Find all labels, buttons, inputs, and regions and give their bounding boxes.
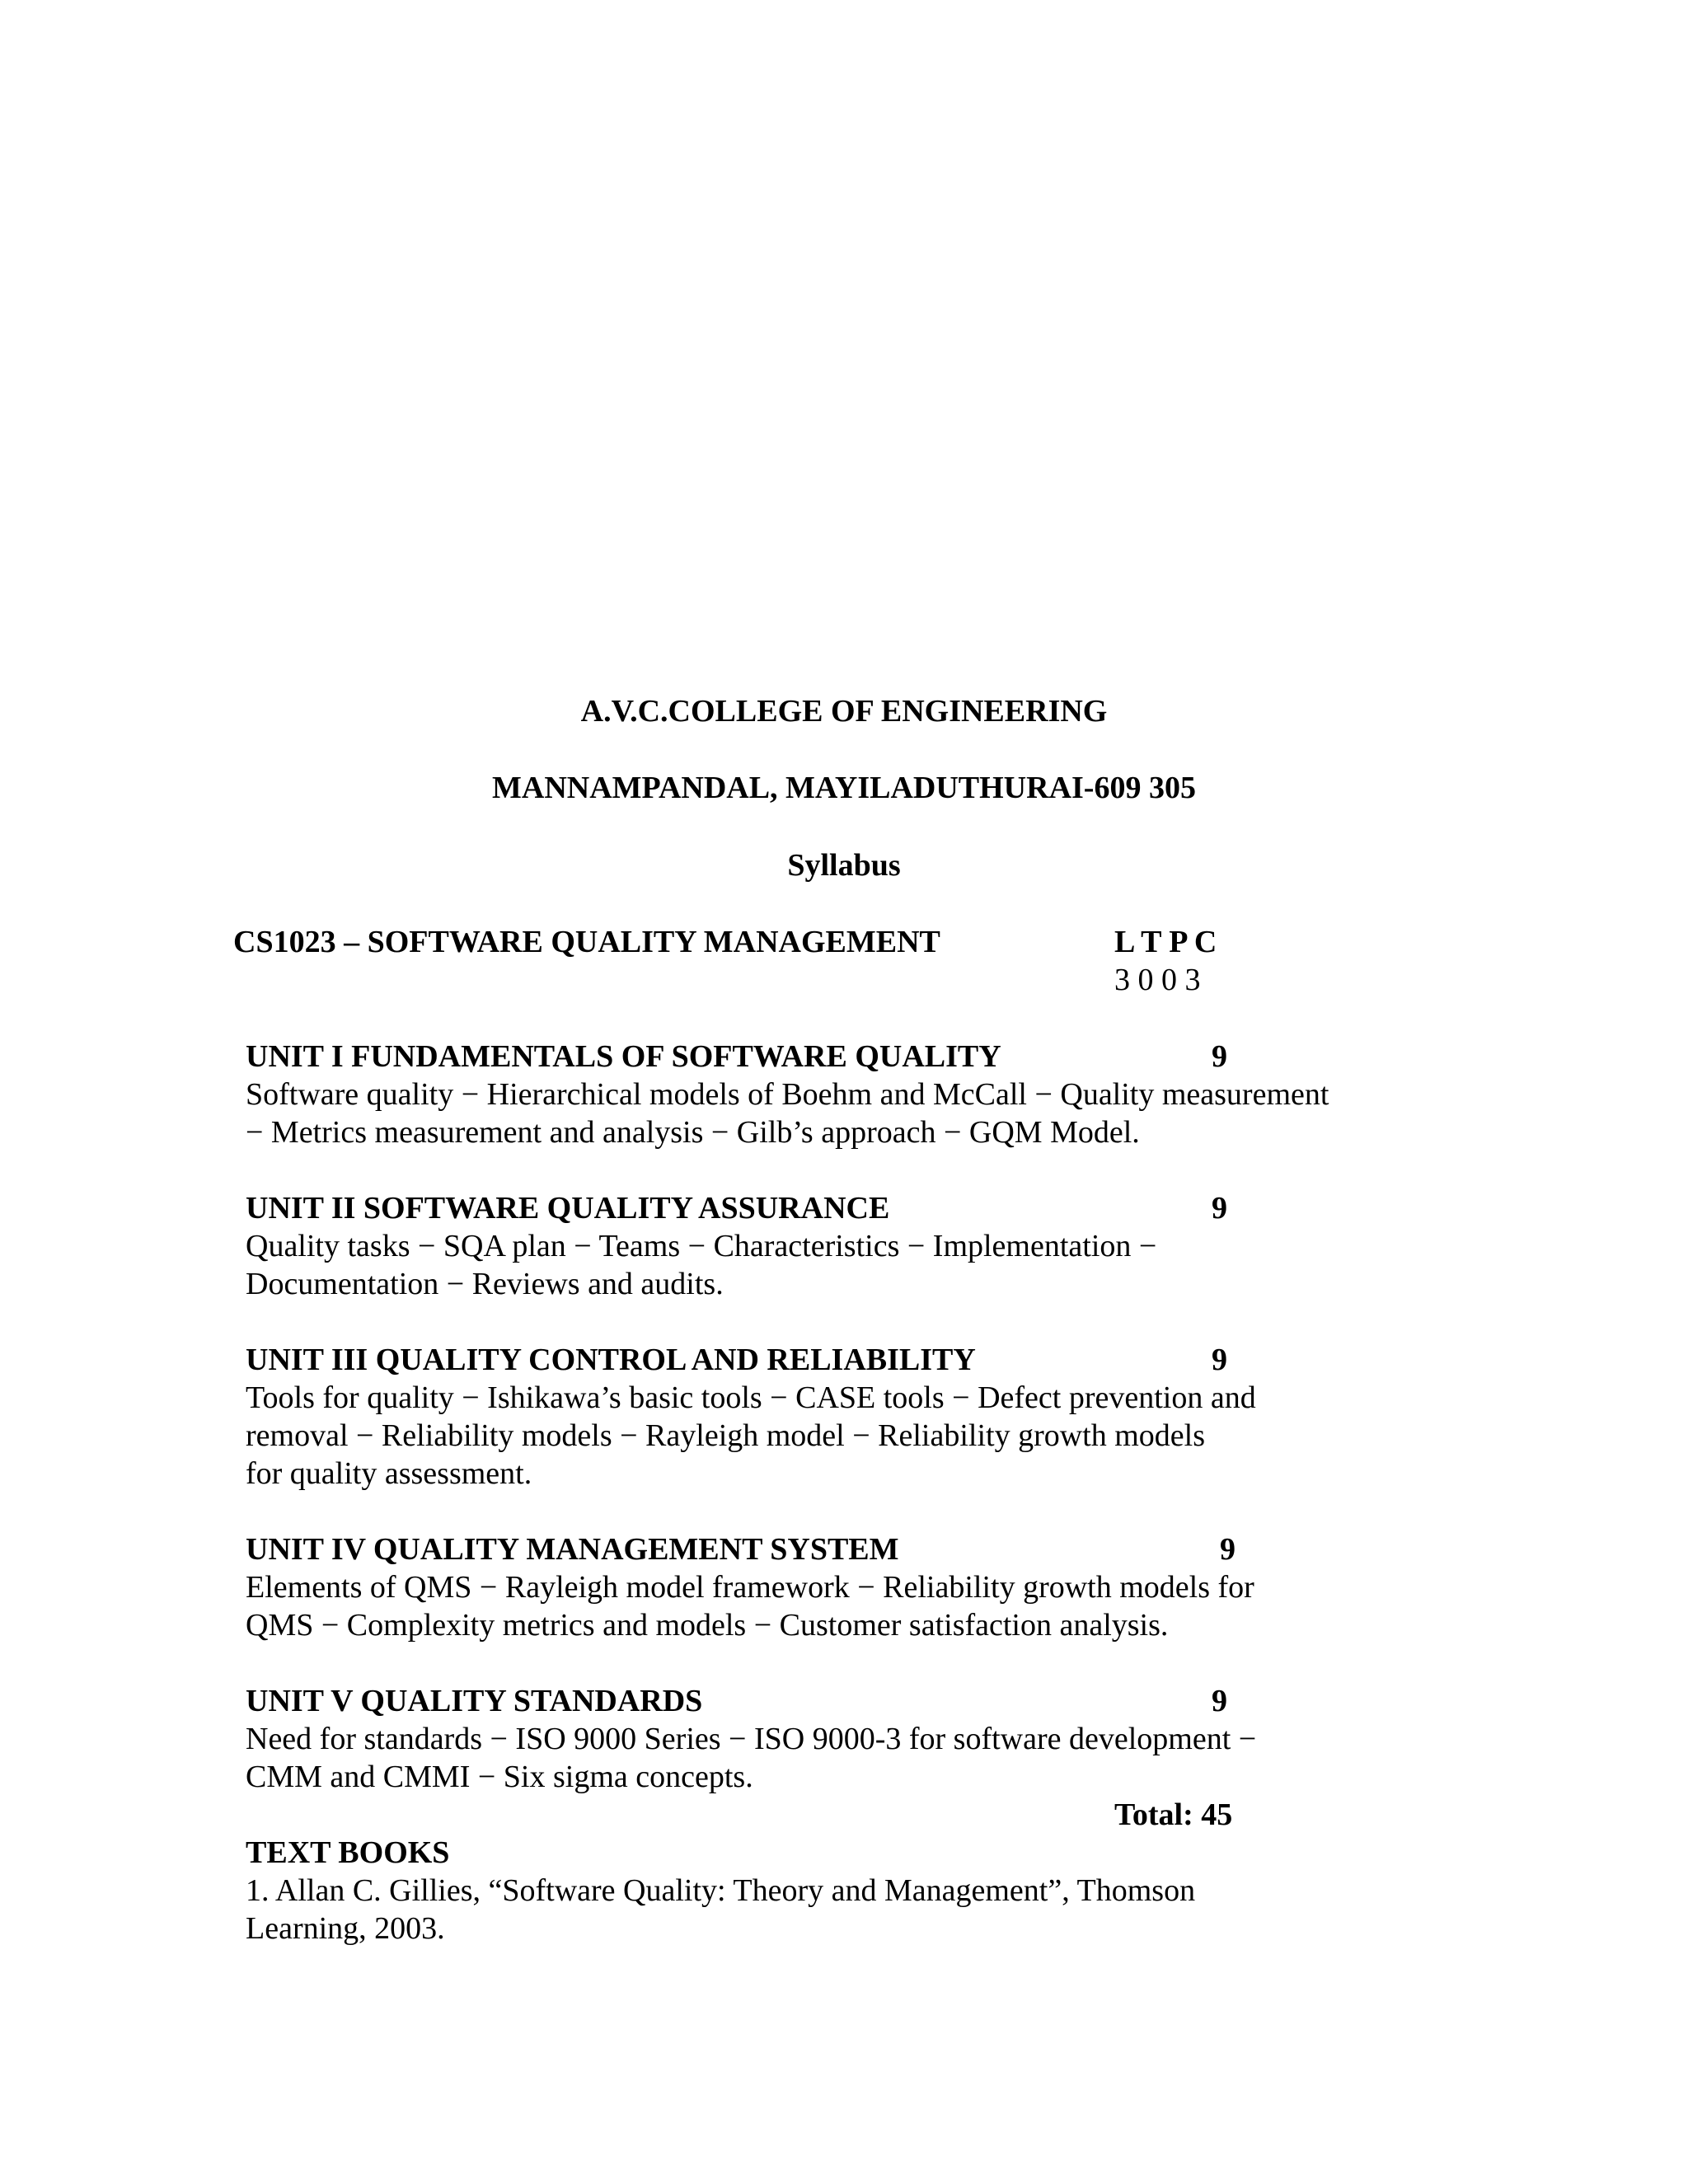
document-type: Syllabus — [787, 848, 901, 883]
ltpc-values: 3 0 0 3 — [1114, 963, 1201, 997]
college-address: MANNAMPANDAL, MAYILADUTHURAI-609 305 — [492, 771, 1196, 805]
unit-2-line: Documentation − Reviews and audits. — [246, 1267, 724, 1301]
unit-3-line: removal − Reliability models − Rayleigh model − Reliability growth models — [246, 1418, 1206, 1453]
unit-1-heading: UNIT I FUNDAMENTALS OF SOFTWARE QUALITY — [246, 1039, 1001, 1074]
unit-3-description — [246, 1379, 1256, 1493]
unit-5-line: CMM and CMMI − Six sigma concepts. — [246, 1760, 753, 1794]
unit-3-line: for quality assessment. — [246, 1456, 532, 1491]
unit-1-line: − Metrics measurement and analysis − Gilb’s approach − GQM Model. — [246, 1115, 1140, 1150]
text-books-list — [246, 1872, 1195, 1947]
unit-3-hours: 9 — [1212, 1343, 1227, 1377]
ltpc-label: L T P C — [1114, 925, 1217, 959]
unit-1-description — [246, 1076, 1329, 1151]
unit-4-description — [246, 1568, 1254, 1644]
unit-4-line: Elements of QMS − Rayleigh model framework − Reliability growth models for — [246, 1570, 1254, 1605]
unit-1-hours: 9 — [1212, 1039, 1227, 1074]
college-name: A.V.C.COLLEGE OF ENGINEERING — [580, 694, 1108, 729]
unit-2-hours: 9 — [1212, 1191, 1227, 1226]
unit-2-heading: UNIT II SOFTWARE QUALITY ASSURANCE — [246, 1191, 890, 1226]
unit-3-line: Tools for quality − Ishikawa’s basic tools − CASE tools − Defect prevention and — [246, 1380, 1256, 1415]
unit-4-heading: UNIT IV QUALITY MANAGEMENT SYSTEM — [246, 1532, 899, 1567]
unit-4-line: QMS − Complexity metrics and models − Customer satisfaction analysis. — [246, 1608, 1169, 1643]
unit-5-hours: 9 — [1212, 1684, 1227, 1718]
text-book-line: 1. Allan C. Gillies, “Software Quality: Theory and Management”, Thomson — [246, 1873, 1196, 1908]
text-book-line: Learning, 2003. — [246, 1911, 445, 1946]
unit-1-line: Software quality − Hierarchical models of Boehm and McCall − Quality measurement — [246, 1077, 1329, 1112]
unit-5-line: Need for standards − ISO 9000 Series − ISO 9000-3 for software development − — [246, 1722, 1257, 1756]
unit-4-hours: 9 — [1220, 1532, 1236, 1567]
unit-2-description — [246, 1227, 1156, 1303]
unit-5-description — [246, 1720, 1256, 1796]
course-title: CS1023 – SOFTWARE QUALITY MANAGEMENT — [233, 925, 940, 959]
total-hours: Total: 45 — [1114, 1797, 1233, 1832]
unit-2-line: Quality tasks − SQA plan − Teams − Characteristics − Implementation − — [246, 1229, 1157, 1263]
unit-3-heading: UNIT III QUALITY CONTROL AND RELIABILITY — [246, 1343, 976, 1377]
unit-5-heading: UNIT V QUALITY STANDARDS — [246, 1684, 703, 1718]
text-books-heading: TEXT BOOKS — [246, 1835, 450, 1870]
